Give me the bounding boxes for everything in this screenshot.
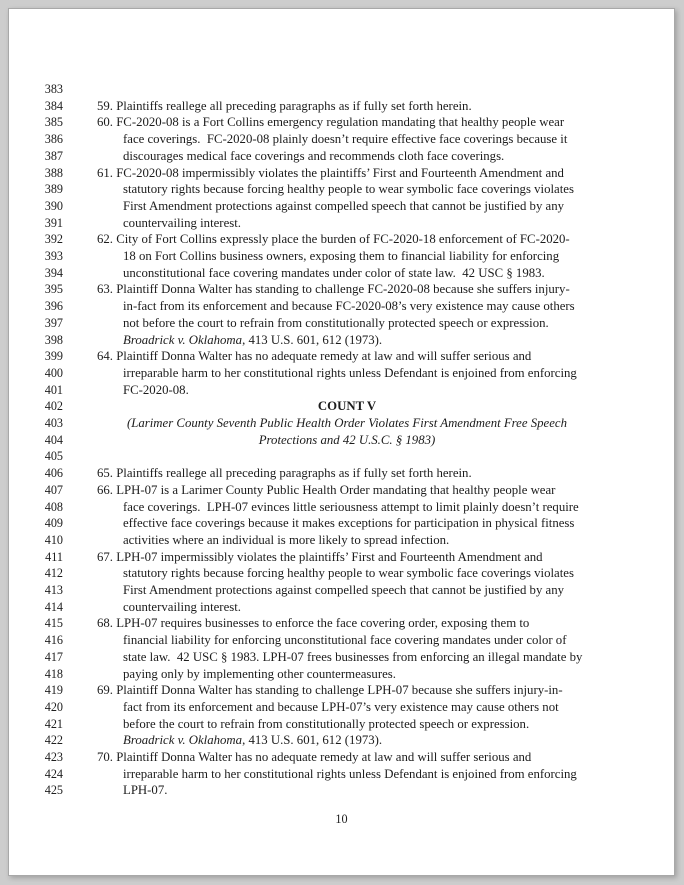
body-text-line: unconstitutional face covering mandates under color of state law. 42 USC § 1983. — [123, 265, 545, 280]
line-number: 393 — [44, 249, 63, 263]
body-text-line: 70. Plaintiff Donna Walter has no adequate remedy at law and will suffer serious and — [97, 750, 532, 764]
line-number: 413 — [44, 583, 63, 597]
body-text-line: LPH-07. — [123, 783, 168, 798]
body-text-line: 64. Plaintiff Donna Walter has no adequate remedy at law and will suffer serious and — [97, 349, 532, 364]
body-text-line: 59. Plaintiffs reallege all preceding paragraphs as if fully set forth herein. — [97, 98, 472, 113]
body-text-line: 68. LPH-07 requires businesses to enforce the face covering order, exposing them to — [97, 616, 530, 631]
body-text-line: financial liability for enforcing unconstitutional face covering mandates under color of — [123, 633, 567, 648]
line-number: 412 — [44, 566, 63, 581]
body-text-line: 66. LPH-07 is a Larimer County Public Health Order mandating that healthy people wear — [97, 482, 556, 497]
line-number: 401 — [44, 382, 63, 397]
document-line-row — [9, 716, 674, 733]
document-line-row — [9, 98, 674, 115]
document-line-row — [9, 599, 674, 616]
body-text-line: 62. City of Fort Collins expressly place the burden of FC-2020-18 enforcement of FC-2020- — [97, 232, 570, 247]
body-text-line: irreparable harm to her constitutional rights unless Defendant is enjoined from enforcing — [123, 766, 577, 781]
body-text-line: 61. FC-2020-08 impermissibly violates the plaintiffs’ First and Fourteenth Amendment and — [97, 165, 564, 180]
document-line-row — [9, 365, 674, 382]
body-text-line: irreparable harm to her constitutional rights unless Defendant is enjoined from enforcing — [123, 365, 577, 380]
document-line-row — [9, 148, 674, 165]
document-line-row — [9, 231, 674, 248]
body-text-line: First Amendment protections against compelled speech that cannot be justified by any — [123, 583, 565, 597]
body-text-line: not before the court to refrain from constitutionally protected speech or expression. — [123, 315, 549, 330]
line-number: 399 — [44, 349, 63, 364]
document-line-row — [9, 465, 674, 482]
line-number: 404 — [44, 432, 63, 447]
body-text-line: 69. Plaintiff Donna Walter has standing to challenge LPH-07 because she suffers injury-in- — [97, 683, 563, 698]
body-text-line: activities where an individual is more likely to spread infection. — [123, 532, 450, 547]
document-line-row — [9, 398, 674, 415]
document-line-row — [9, 432, 674, 449]
line-number: 387 — [44, 148, 63, 163]
line-number: 422 — [44, 733, 63, 748]
document-line-row — [9, 382, 674, 399]
case-citation-line — [123, 332, 382, 349]
case-citation-rest: , 413 U.S. 601, 612 (1973). — [242, 332, 383, 347]
document-line-row — [9, 165, 674, 182]
document-line-row — [9, 565, 674, 582]
document-line-row — [9, 315, 674, 332]
document-line-row — [9, 782, 674, 799]
line-number: 416 — [44, 633, 63, 648]
body-text-line: paying only by implementing other countermeasures. — [123, 666, 396, 681]
document-line-row — [9, 682, 674, 699]
body-text-line: 65. Plaintiffs reallege all preceding paragraphs as if fully set forth herein. — [97, 466, 472, 481]
document-line-row — [9, 615, 674, 632]
document-line-row — [9, 582, 674, 599]
line-number: 415 — [44, 616, 63, 631]
body-text-line: before the court to refrain from constitutionally protected speech or expression. — [123, 716, 530, 731]
line-number: 395 — [44, 282, 63, 297]
line-number: 384 — [44, 98, 63, 113]
document-line-row — [9, 749, 674, 766]
case-citation-rest: , 413 U.S. 601, 612 (1973). — [242, 733, 383, 748]
count-subheading-line: (Larimer County Seventh Public Health Order Violates First Amendment Free Speech — [127, 416, 567, 430]
line-number: 383 — [44, 82, 63, 96]
document-line-row — [9, 114, 674, 131]
body-text-line: 18 on Fort Collins business owners, exposing them to financial liability for enforcing — [123, 249, 560, 263]
line-number: 396 — [44, 299, 63, 314]
document-line-row — [9, 415, 674, 432]
body-text-line: discourages medical face coverings and recommends cloth face coverings. — [123, 148, 505, 163]
body-text-line: First Amendment protections against compelled speech that cannot be justified by any — [123, 198, 565, 213]
document-line-row — [9, 215, 674, 232]
body-text-line: in-fact from its enforcement and because FC-2020-08’s very existence may cause others — [123, 299, 575, 314]
document-line-row — [9, 649, 674, 666]
document-line-row — [9, 298, 674, 315]
line-number: 392 — [44, 232, 63, 247]
body-text-line: statutory rights because forcing healthy people to wear symbolic face coverings violates — [123, 566, 574, 581]
line-number: 398 — [44, 332, 63, 347]
document-line-row — [9, 482, 674, 499]
line-number: 423 — [44, 750, 63, 764]
line-number: 403 — [44, 416, 63, 430]
body-text-line: 67. LPH-07 impermissibly violates the plaintiffs’ First and Fourteenth Amendment and — [97, 549, 543, 564]
line-number: 400 — [44, 365, 63, 380]
case-name-italic: Broadrick v. Oklahoma — [123, 733, 243, 748]
case-citation-line — [123, 732, 382, 749]
document-line-row — [9, 181, 674, 198]
document-page — [8, 8, 675, 876]
line-number: 410 — [44, 532, 63, 547]
document-line-row — [9, 332, 674, 349]
line-number: 391 — [44, 215, 63, 230]
body-text-line: effective face coverings because it makes exceptions for participation in physical fitness — [123, 516, 575, 531]
line-number: 394 — [44, 265, 63, 280]
document-line-row — [9, 666, 674, 683]
body-text-line: face coverings. FC-2020-08 plainly doesn’t require effective face coverings because it — [123, 132, 568, 147]
line-number: 405 — [44, 449, 63, 464]
page-number-footer: 10 — [335, 812, 348, 826]
case-name-italic: Broadrick v. Oklahoma — [123, 332, 243, 347]
line-number: 389 — [44, 182, 63, 197]
document-line-row — [9, 499, 674, 516]
body-text-line: state law. 42 USC § 1983. LPH-07 frees businesses from enforcing an illegal mandate by — [123, 649, 583, 664]
line-number: 406 — [44, 466, 63, 481]
document-line-row — [9, 632, 674, 649]
document-line-row — [9, 198, 674, 215]
line-number: 420 — [44, 699, 63, 714]
body-text-line: countervailing interest. — [123, 215, 241, 230]
document-line-row — [9, 265, 674, 282]
line-number: 390 — [44, 198, 63, 213]
document-line-row — [9, 348, 674, 365]
line-number: 424 — [44, 766, 63, 781]
line-number: 397 — [44, 315, 63, 330]
line-number: 418 — [44, 666, 63, 681]
line-number: 419 — [44, 683, 63, 698]
line-number: 388 — [44, 165, 63, 180]
line-number: 421 — [44, 716, 63, 731]
document-line-row — [9, 131, 674, 148]
line-number: 386 — [44, 132, 63, 147]
line-number: 417 — [44, 649, 63, 664]
body-text-line: 60. FC-2020-08 is a Fort Collins emergency regulation mandating that healthy people wear — [97, 115, 565, 130]
document-line-row — [9, 281, 674, 298]
body-text-line: fact from its enforcement and because LPH-07’s very existence may cause others not — [123, 699, 559, 714]
body-text-line: face coverings. LPH-07 evinces little seriousness attempt to limit plainly doesn’t require — [123, 499, 579, 514]
line-number: 425 — [44, 783, 63, 798]
body-text-line: statutory rights because forcing healthy people to wear symbolic face coverings violates — [123, 182, 574, 197]
line-number: 411 — [45, 549, 63, 564]
document-line-row — [9, 81, 674, 98]
document-line-row — [9, 448, 674, 465]
document-line-row — [9, 699, 674, 716]
count-heading: COUNT V — [317, 399, 377, 414]
document-line-row — [9, 549, 674, 566]
body-text-line: 63. Plaintiff Donna Walter has standing to challenge FC-2020-08 because she suffers injury- — [97, 282, 570, 297]
body-text-line: FC-2020-08. — [123, 382, 189, 397]
count-subheading-line: Protections and 42 U.S.C. § 1983) — [258, 432, 436, 447]
line-number: 402 — [44, 399, 63, 414]
body-text-line: countervailing interest. — [123, 599, 241, 614]
line-number: 414 — [44, 599, 63, 614]
document-line-row — [9, 515, 674, 532]
line-number: 408 — [44, 499, 63, 514]
line-number: 409 — [44, 516, 63, 531]
line-number: 407 — [44, 482, 63, 497]
document-line-row — [9, 248, 674, 265]
document-line-row — [9, 766, 674, 783]
document-line-row — [9, 532, 674, 549]
document-line-row — [9, 732, 674, 749]
line-number: 385 — [44, 115, 63, 130]
